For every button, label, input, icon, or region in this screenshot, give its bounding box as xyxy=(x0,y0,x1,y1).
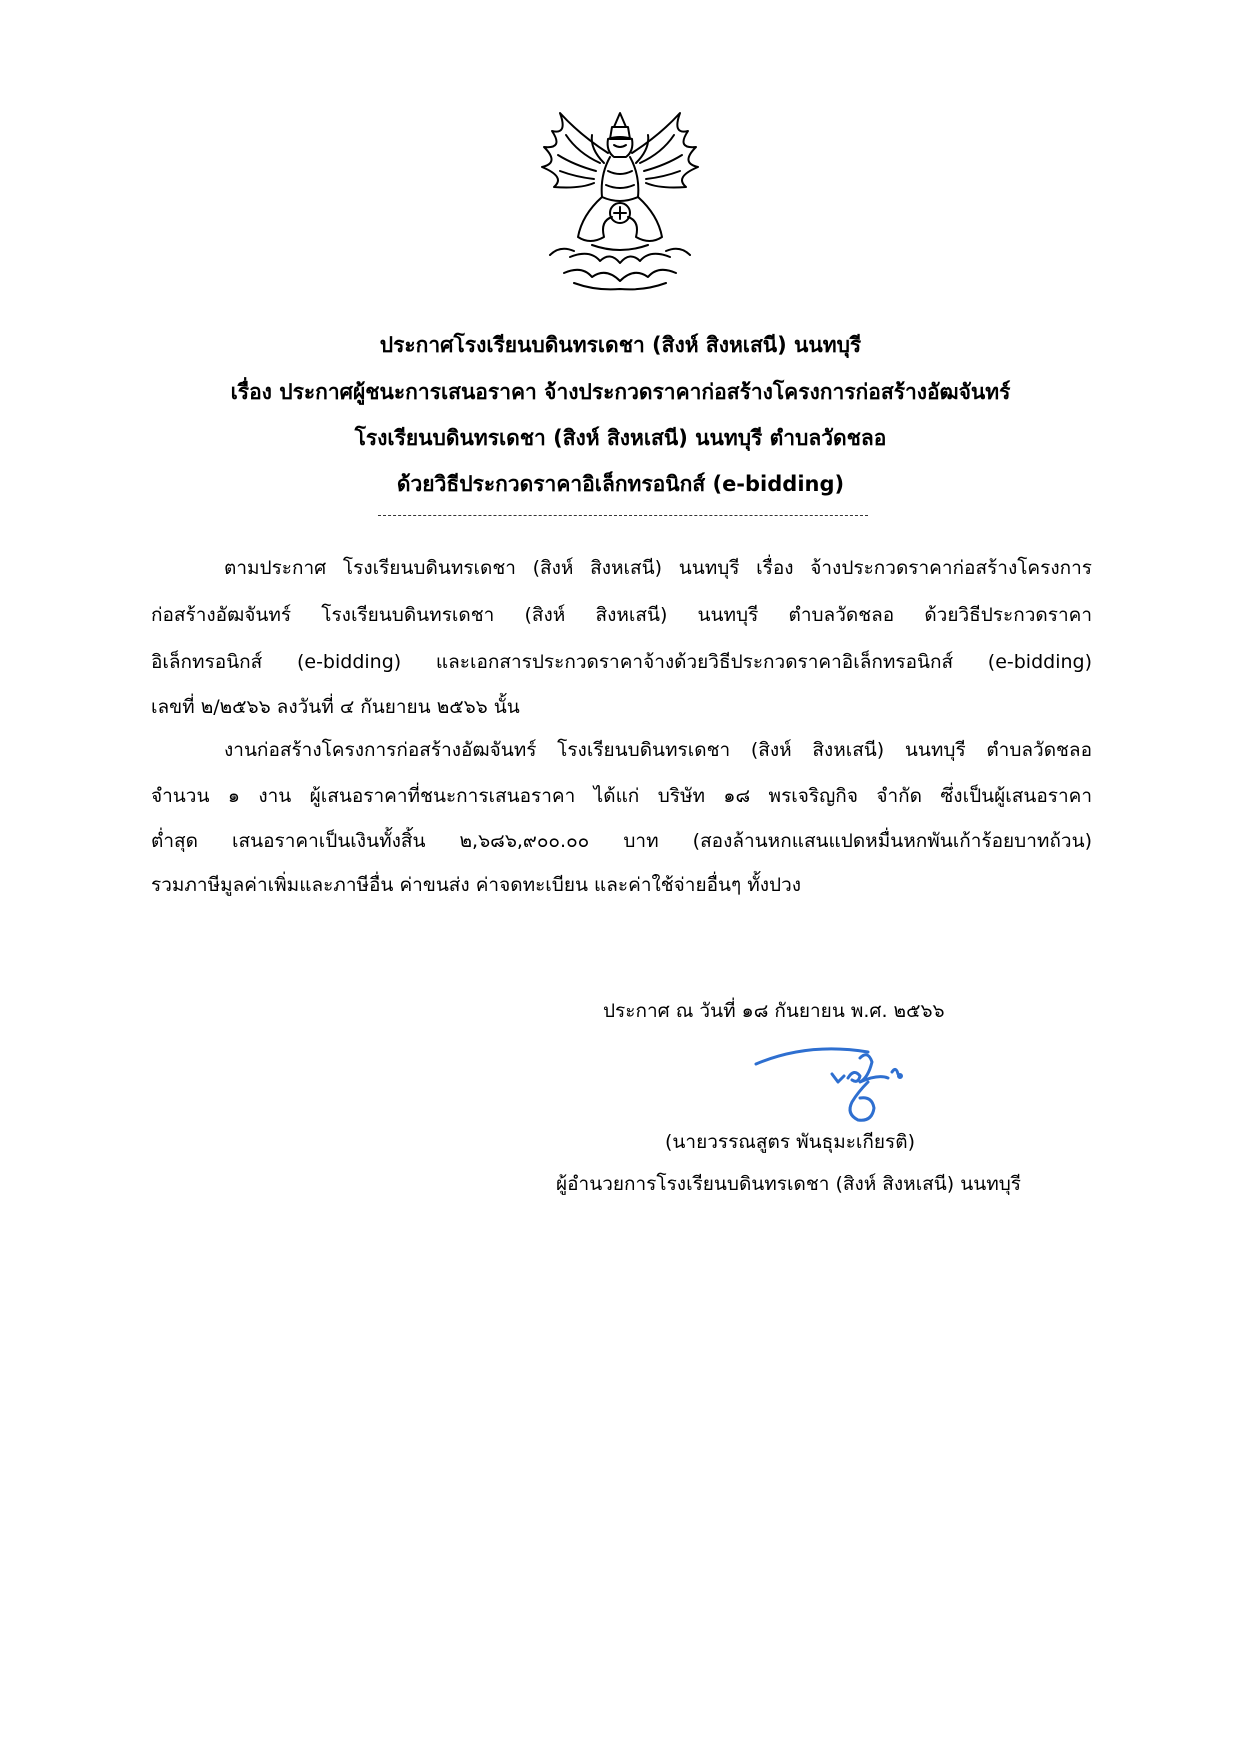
title-subject-line: เรื่อง ประกาศผู้ชนะการเสนอราคา จ้างประกวดราคาก่อสร้างโครงการก่อสร้างอัฒจันทร์ xyxy=(230,380,1011,404)
paragraph-2-line-1: งานก่อสร้างโครงการก่อสร้างอัฒจันทร์ โรงเรียนบดินทรเดชา (สิงห์ สิงหเสนี) นนทบุรี ตำบลวัดชลอ xyxy=(224,739,1092,761)
paragraph-2-line-4: รวมภาษีมูลค่าเพิ่มและภาษีอื่น ค่าขนส่ง ค่าจดทะเบียน และค่าใช้จ่ายอื่นๆ ทั้งปวง xyxy=(151,874,802,896)
announcement-date: ประกาศ ณ วันที่ ๑๘ กันยายน พ.ศ. ๒๕๖๖ xyxy=(603,1000,945,1022)
title-line-4: ด้วยวิธีประกวดราคาอิเล็กทรอนิกส์ (e-bidding) xyxy=(396,472,845,496)
title-line-1: ประกาศโรงเรียนบดินทรเดชา (สิงห์ สิงหเสนี) นนทบุรี xyxy=(379,333,862,357)
title-line-3: โรงเรียนบดินทรเดชา (สิงห์ สิงหเสนี) นนทบุรี ตำบลวัดชลอ xyxy=(354,426,887,450)
paragraph-1-line-4: เลขที่ ๒/๒๕๖๖ ลงวันที่ ๔ กันยายน ๒๕๖๖ นั้น xyxy=(151,696,520,718)
garuda-emblem-icon xyxy=(530,105,710,295)
title-separator xyxy=(378,515,868,516)
paragraph-1-line-3: อิเล็กทรอนิกส์ (e-bidding) และเอกสารประกวดราคาจ้างด้วยวิธีประกวดราคาอิเล็กทรอนิกส์ (e-bidding) xyxy=(151,651,1092,673)
paragraph-2-line-2: จำนวน ๑ งาน ผู้เสนอราคาที่ชนะการเสนอราคา ได้แก่ บริษัท ๑๘ พรเจริญกิจ จำกัด ซึ่งเป็นผู้เสนอราคา xyxy=(151,785,1092,807)
paragraph-1-line-1: ตามประกาศ โรงเรียนบดินทรเดชา (สิงห์ สิงหเสนี) นนทบุรี เรื่อง จ้างประกวดราคาก่อสร้างโครงการ xyxy=(224,557,1092,579)
paragraph-2-line-3: ต่ำสุด เสนอราคาเป็นเงินทั้งสิ้น ๒,๖๘๖,๙๐๐.๐๐ บาท (สองล้านหกแสนแปดหมื่นหกพันเก้าร้อยบาทถ้วน) xyxy=(151,830,1092,852)
paragraph-1-line-2: ก่อสร้างอัฒจันทร์ โรงเรียนบดินทรเดชา (สิงห์ สิงหเสนี) นนทบุรี ตำบลวัดชลอ ด้วยวิธีประกวดราคา xyxy=(151,604,1092,626)
signer-name: (นายวรรณสูตร พันธุมะเกียรติ) xyxy=(665,1131,916,1153)
signer-position: ผู้อำนวยการโรงเรียนบดินทรเดชา (สิงห์ สิงหเสนี) นนทบุรี xyxy=(556,1173,1021,1195)
signature-image xyxy=(748,1038,938,1138)
